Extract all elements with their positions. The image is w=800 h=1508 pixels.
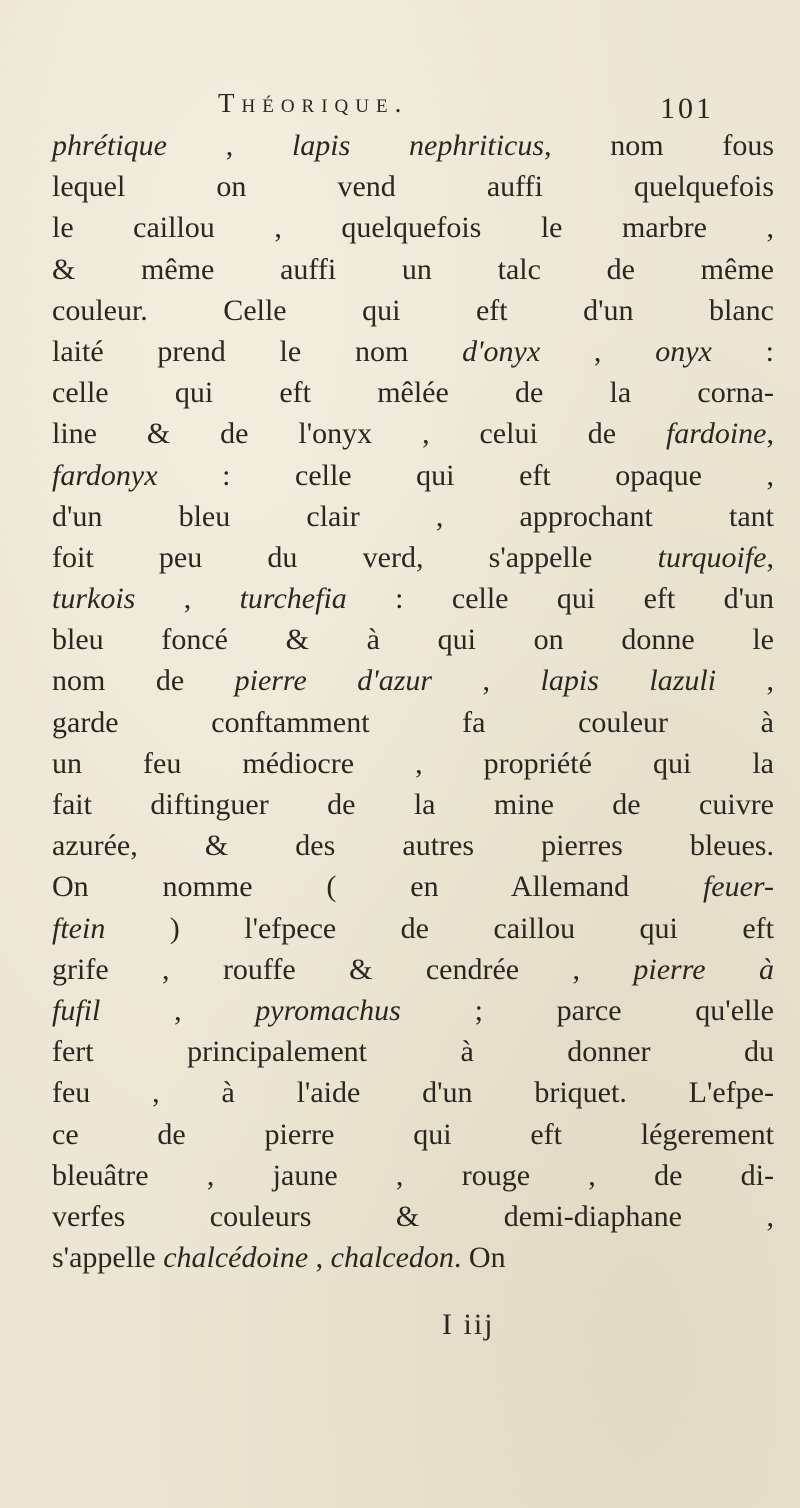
text-line	[52, 290, 774, 331]
text-line	[52, 1072, 774, 1113]
text-line	[52, 743, 774, 784]
text-run: feu , à l'aide d'un briquet. L'efpe-	[52, 1076, 774, 1110]
text-run: couleur. Celle qui eft d'un blanc	[52, 293, 774, 327]
italic-term: phrétique	[52, 129, 167, 162]
italic-term: d'onyx	[462, 334, 541, 368]
italic-term: onyx	[655, 334, 712, 368]
text-run: line & de l'onyx , celui de	[52, 417, 666, 451]
text-run: . On	[453, 1241, 506, 1275]
italic-term: chalcédoine	[163, 1241, 309, 1275]
signature-mark: I iij	[442, 1308, 495, 1341]
text-run: ce de pierre qui eft légerement	[52, 1117, 774, 1151]
text-run: fert principalement à donner du	[52, 1035, 774, 1069]
italic-term: chalcedon	[330, 1241, 454, 1275]
text-run: ,	[308, 1241, 331, 1275]
text-run: d'un bleu clair , approchant tant	[52, 499, 774, 533]
text-line	[52, 825, 774, 866]
text-run: foit peu du verd, s'appelle	[52, 540, 658, 574]
text-line	[52, 990, 774, 1031]
text-run: ,	[166, 129, 292, 162]
text-line	[52, 1237, 774, 1278]
text-run: s'appelle	[52, 1241, 164, 1275]
text-line	[52, 949, 774, 990]
text-run: le caillou , quelquefois le marbre ,	[52, 211, 774, 245]
text-run: ,	[135, 582, 240, 616]
text-run: celle qui eft mêlée de la corna-	[52, 376, 774, 410]
italic-term: pierre à	[633, 952, 774, 986]
italic-term: turkois	[52, 582, 136, 616]
italic-term: pyromachus	[255, 993, 401, 1027]
text-line	[52, 372, 774, 413]
italic-term: pierre d'azur	[234, 664, 433, 698]
text-run: garde conftamment fa couleur à	[52, 705, 774, 739]
text-run: : celle qui eft d'un	[346, 582, 774, 616]
text-line	[52, 866, 774, 907]
text-run: laité prend le nom	[52, 334, 463, 368]
text-run: nom de	[52, 664, 235, 698]
text-run: bleu foncé & à qui on donne le	[52, 623, 774, 657]
text-run: ; parce qu'elle	[400, 993, 774, 1027]
italic-term: fardonyx	[52, 458, 158, 492]
text-run: On nomme ( en Allemand	[52, 870, 703, 904]
italic-term: turquoife	[657, 540, 767, 574]
italic-term: lapis lazuli	[540, 664, 717, 698]
text-line	[52, 702, 774, 743]
text-line	[52, 578, 774, 619]
text-line	[52, 1196, 774, 1237]
text-line	[52, 537, 774, 578]
text-run: ,	[766, 540, 774, 574]
text-run: lequel on vend auffi quelquefois	[52, 170, 774, 204]
text-run: bleuâtre , jaune , rouge , de di-	[52, 1158, 774, 1192]
text-run: , nom fous	[544, 129, 774, 162]
text-run: ,	[716, 664, 775, 698]
text-line	[52, 496, 774, 537]
italic-term: fardoine	[665, 417, 767, 451]
text-run: :	[711, 334, 775, 368]
text-run: ,	[766, 417, 774, 451]
text-run: ,	[100, 993, 256, 1027]
running-title: Théorique.	[218, 88, 409, 118]
text-line	[52, 1031, 774, 1072]
italic-term: turchefia	[239, 582, 347, 616]
text-line	[52, 619, 774, 660]
italic-term: fufil	[52, 993, 101, 1027]
text-line	[52, 1114, 774, 1155]
text-run: fait diftinguer de la mine de cuivre	[52, 788, 774, 821]
text-line	[52, 207, 774, 248]
body-text	[52, 125, 774, 1278]
text-run: azurée, & des autres pierres bleues.	[52, 829, 774, 863]
page-number: 101	[660, 92, 714, 125]
text-line	[52, 660, 774, 701]
text-line	[52, 784, 774, 825]
text-run: & même auffi un talc de même	[52, 252, 774, 286]
text-line	[52, 331, 774, 372]
text-run: verfes couleurs & demi-diaphane ,	[52, 1199, 774, 1233]
text-run: : celle qui eft opaque ,	[157, 458, 774, 492]
text-line	[52, 455, 774, 496]
italic-term: ftein	[52, 911, 106, 945]
text-line	[52, 413, 774, 454]
text-run: ,	[432, 664, 541, 698]
text-line	[52, 166, 774, 207]
text-run: grife , rouffe & cendrée ,	[52, 952, 634, 986]
text-line	[52, 908, 774, 949]
text-line	[52, 125, 774, 166]
text-run: un feu médiocre , propriété qui la	[52, 746, 774, 780]
italic-term: lapis nephriticus	[291, 129, 545, 162]
italic-term: feuer-	[702, 870, 774, 904]
text-line	[52, 1155, 774, 1196]
text-run: ,	[540, 334, 656, 368]
text-run: ) l'efpece de caillou qui eft	[105, 911, 774, 945]
text-line	[52, 249, 774, 290]
